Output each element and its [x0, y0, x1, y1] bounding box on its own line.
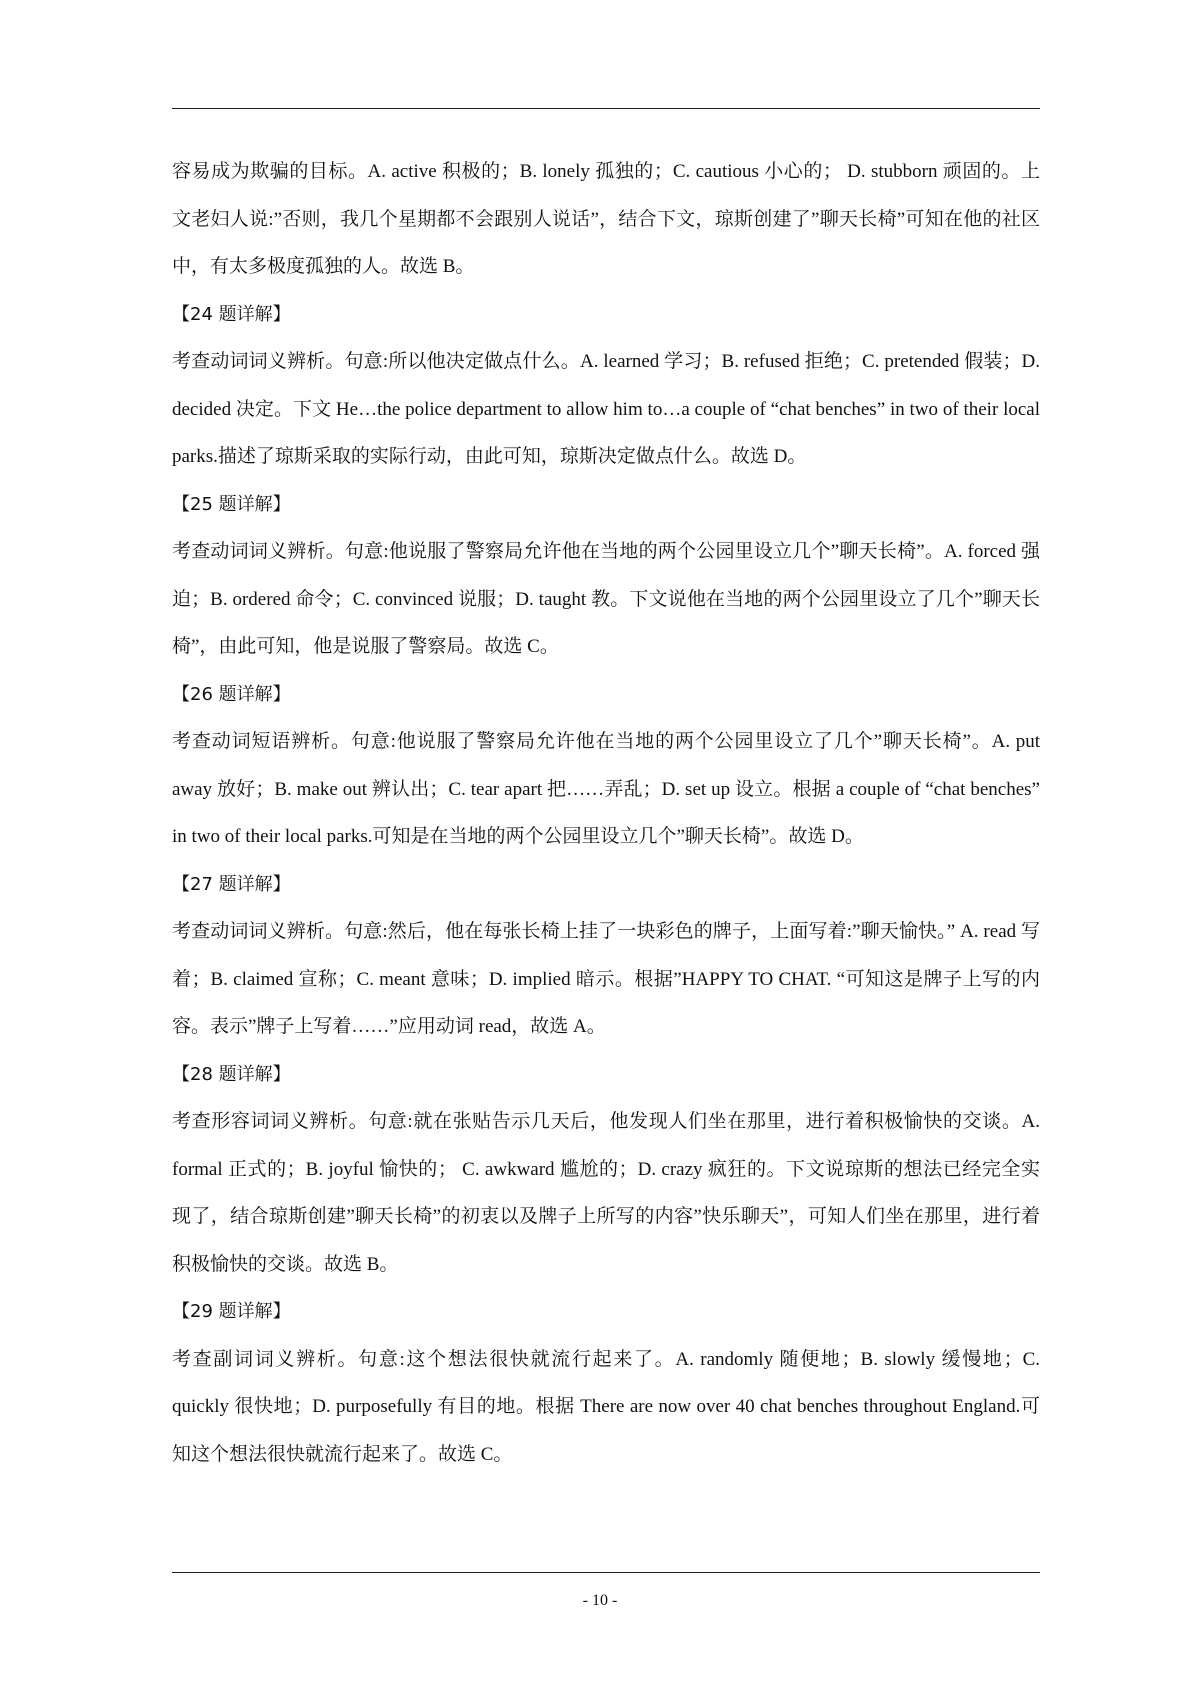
section-heading-28: 【28 题详解】 [172, 1063, 291, 1085]
section-heading-24: 【24 题详解】 [172, 303, 291, 325]
page-number: - 10 - [582, 1592, 618, 1609]
answer-paragraph: 考查动词词义辨析。句意:他说服了警察局允许他在当地的两个公园里设立几个”聊天长椅”。A. forced 强迫；B. ordered 命令；C. convinced 说服；D. taught 教。下文说他在当地的两个公园里设立了几个”聊天长椅”，由此可知，他是说服了警察局。故选 C。 [172, 541, 1040, 657]
footer-rule [172, 1572, 1040, 1573]
section-heading-26: 【26 题详解】 [172, 683, 291, 705]
answer-paragraph: 考查形容词词义辨析。句意:就在张贴告示几天后，他发现人们坐在那里，进行着积极愉快的交谈。A. formal 正式的；B. joyful 愉快的； C. awkward 尴尬的；D. crazy 疯狂的。下文说琼斯的想法已经完全实现了，结合琼斯创建”聊天长椅”的初衷以及牌子上所写的内容”快乐聊天”，可知人们坐在那里，进行着积极愉快的交谈。故选 B。 [172, 1111, 1040, 1275]
header-rule [172, 108, 1040, 109]
section-heading-29: 【29 题详解】 [172, 1301, 291, 1322]
section-heading-25: 【25 题详解】 [172, 493, 291, 515]
answer-paragraph: 考查动词词义辨析。句意:所以他决定做点什么。A. learned 学习；B. refused 拒绝；C. pretended 假装；D. decided 决定。下文 He…the police department to allow him to…a couple of “chat benches” in two of their local parks.描述了琼斯采取的实际行动，由此可知，琼斯决定做点什么。故选 D。 [172, 351, 1040, 467]
answer-paragraph: 考查动词短语辨析。句意:他说服了警察局允许他在当地的两个公园里设立了几个”聊天长椅”。A. put away 放好；B. make out 辨认出；C. tear apart 把……弄乱；D. set up 设立。根据 a couple of “chat benches” in two of their local parks.可知是在当地的两个公园里设立几个”聊天长椅”。故选 D。 [172, 731, 1040, 847]
section-heading-27: 【27 题详解】 [172, 873, 291, 895]
answer-paragraph: 考查副词词义辨析。句意:这个想法很快就流行起来了。A. randomly 随便地；B. slowly 缓慢地；C. quickly 很快地；D. purposefully 有目的地。根据 There are now over 40 chat benches throughout England.可知这个想法很快就流行起来了。故选 C。 [172, 1348, 1040, 1465]
answer-paragraph: 考查动词词义辨析。句意:然后，他在每张长椅上挂了一块彩色的牌子，上面写着:”聊天愉快。” A. read 写着；B. claimed 宣称；C. meant 意味；D. implied 暗示。根据”HAPPY TO CHAT. “可知这是牌子上写的内容。表示”牌子上写着……”应用动词 read，故选 A。 [172, 921, 1040, 1037]
document-body [172, 148, 1040, 1478]
answer-paragraph: 容易成为欺骗的目标。A. active 积极的；B. lonely 孤独的；C. cautious 小心的； D. stubborn 顽固的。上文老妇人说:”否则，我几个星期都不会跟别人说话”，结合下文，琼斯创建了”聊天长椅”可知在他的社区中，有太多极度孤独的人。故选 B。 [172, 161, 1040, 277]
